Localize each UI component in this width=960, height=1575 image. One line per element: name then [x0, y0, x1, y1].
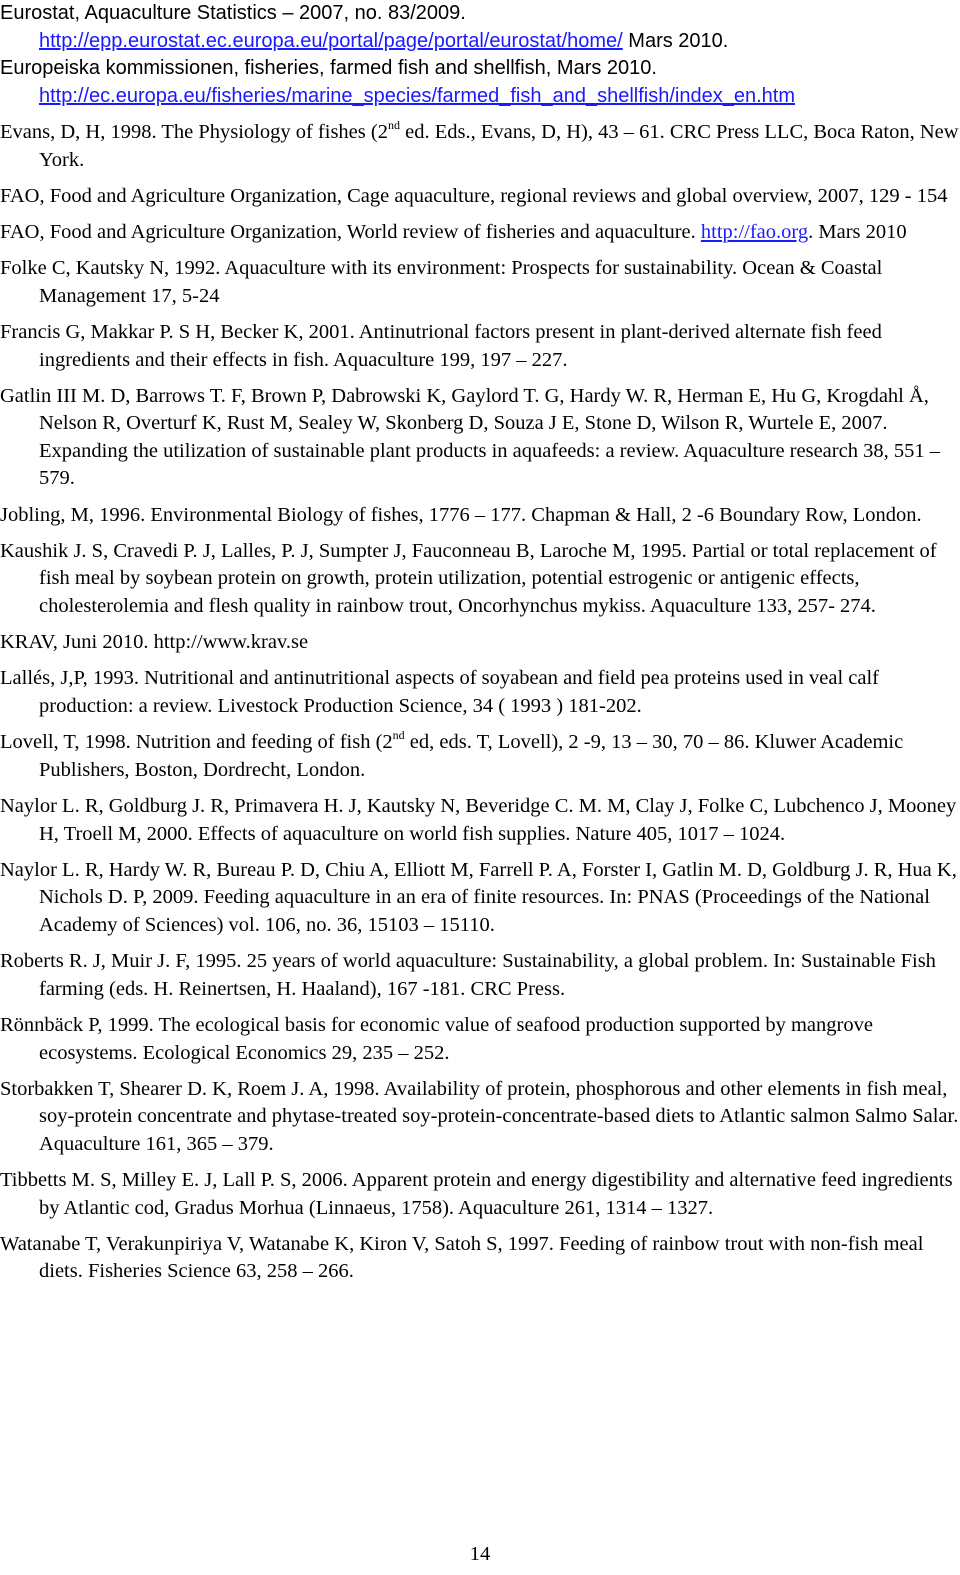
- reference-fao-cage: [0, 183, 960, 211]
- reference-fao-world: [0, 219, 960, 247]
- reference-text: Folke C, Kautsky N, 1992. Aquaculture with its environment: Prospects for sustainability. Ocean & Coastal Management 17, 5-24: [0, 257, 883, 307]
- reference-watanabe: [0, 1231, 960, 1286]
- reference-text: FAO, Food and Agriculture Organization, World review of fisheries and aquaculture.: [0, 220, 701, 243]
- reference-storbakken: [0, 1076, 960, 1159]
- reference-text: Roberts R. J, Muir J. F, 1995. 25 years of world aquaculture: Sustainability, a global problem. In: Sustainable Fish farming (eds. H. Reinertsen, H. Haaland), 167 -181. CRC Press.: [0, 950, 936, 1000]
- reference-text: Francis G, Makkar P. S H, Becker K, 2001. Antinutrional factors present in plant-derived alternate fish feed ingredients and their effects in fish. Aquaculture 199, 197 – 227.: [0, 320, 882, 371]
- reference-ronnback: [0, 1012, 960, 1067]
- reference-text: Lovell, T, 1998. Nutrition and feeding of fish (2: [0, 731, 393, 754]
- reference-lovell: [0, 729, 960, 784]
- reference-krav: [0, 629, 960, 657]
- reference-folke: [0, 255, 960, 310]
- reference-text: Gatlin III M. D, Barrows T. F, Brown P, Dabrowski K, Gaylord T. G, Hardy W. R, Herman E, Hu G, Krogdahl Å, Nelson R, Overturf K, Rust M, Sealey W, Skonberg D, Souza J E, Stone D, Wilson R, Wurtele E, 2007. Expanding the utilization of sustainable plant products in aquafeeds: a review. Aquaculture research 38, 551 – 579.: [0, 384, 940, 490]
- reference-europeiska: [0, 55, 960, 110]
- reference-text: Kaushik J. S, Cravedi P. J, Lalles, P. J, Sumpter J, Fauconneau B, Laroche M, 1995. Partial or total replacement of fish meal by soybean protein on growth, protein utilization, potential estrogenic or antigenic effects, cholesterolemia and flesh quality in rainbow trout, Oncorhynchus mykiss. Aquaculture 133, 257- 274.: [0, 539, 937, 618]
- reference-evans: [0, 119, 960, 174]
- reference-link[interactable]: http://ec.europa.eu/fisheries/marine_species/farmed_fish_and_shellfish/index_en.htm: [39, 84, 795, 107]
- reference-text: ed, eds. T, Lovell), 2 -9, 13 – 30, 70 – 86. Kluwer Academic Publishers, Boston, Dordrecht, London.: [39, 731, 904, 781]
- reference-gatlin: [0, 383, 960, 493]
- reference-text: Europeiska kommissionen, fisheries, farmed fish and shellfish, Mars 2010.: [0, 57, 657, 80]
- superscript-ordinal: nd: [392, 728, 405, 743]
- reference-text: Lallés, J,P, 1993. Nutritional and antinutritional aspects of soyabean and field pea proteins used in veal calf production: a review. Livestock Production Science, 34 ( 1993 ) 181-202.: [0, 667, 879, 717]
- reference-text: Eurostat, Aquaculture Statistics – 2007, no. 83/2009.: [0, 2, 466, 24]
- reference-naylor-2009: [0, 857, 960, 940]
- reference-francis: [0, 319, 960, 374]
- reference-link[interactable]: http://epp.eurostat.ec.europa.eu/portal/page/portal/eurostat/home/: [39, 29, 623, 52]
- reference-link[interactable]: http://fao.org: [700, 220, 809, 243]
- reference-lalles: [0, 665, 960, 720]
- reference-text: ed. Eds., Evans, D, H), 43 – 61. CRC Press LLC, Boca Raton, New York.: [39, 120, 959, 171]
- reference-naylor-2000: [0, 793, 960, 848]
- reference-text: Storbakken T, Shearer D. K, Roem J. A, 1998. Availability of protein, phosphorous and other elements in fish meal, soy-protein concentrate and phytase-treated soy-protein-concentrate-based diets to Atlantic salmon Salmo Salar. Aquaculture 161, 365 – 379.: [0, 1077, 959, 1155]
- reference-tibbetts: [0, 1167, 960, 1222]
- reference-text: Rönnbäck P, 1999. The ecological basis for economic value of seafood production supported by mangrove ecosystems. Ecological Economics 29, 235 – 252.: [0, 1013, 873, 1064]
- reference-eurostat: [0, 0, 960, 55]
- reference-jobling: [0, 502, 960, 530]
- reference-text: Naylor L. R, Goldburg J. R, Primavera H. J, Kautsky N, Beveridge C. M. M, Clay J, Folke C, Lubchenco J, Mooney H, Troell M, 2000. Effects of aquaculture on world fish supplies. Nature 405, 1017 – 1024.: [0, 794, 957, 845]
- reference-text: . Mars 2010: [808, 220, 907, 243]
- reference-text: Mars 2010.: [622, 29, 729, 52]
- reference-roberts: [0, 948, 960, 1003]
- reference-text: Evans, D, H, 1998. The Physiology of fishes (2: [0, 120, 388, 143]
- superscript-ordinal: nd: [387, 117, 400, 132]
- reference-text: Tibbetts M. S, Milley E. J, Lall P. S, 2006. Apparent protein and energy digestibility and alternative feed ingredients by Atlantic cod, Gradus Morhua (Linnaeus, 1758). Aquaculture 261, 1314 – 1327.: [0, 1169, 953, 1219]
- page-number: 14: [469, 1543, 491, 1565]
- reference-text: Naylor L. R, Hardy W. R, Bureau P. D, Chiu A, Elliott M, Farrell P. A, Forster I, Gatlin M. D, Goldburg J. R, Hua K, Nichols D. P, 2009. Feeding aquaculture in an era of finite resources. In: PNAS (Proceedings of the National Academy of Sciences) vol. 106, no. 36, 15103 – 15110.: [0, 858, 957, 936]
- reference-text: KRAV, Juni 2010. http://www.krav.se: [0, 631, 309, 654]
- reference-kaushik: [0, 538, 960, 621]
- reference-text: FAO, Food and Agriculture Organization, Cage aquaculture, regional reviews and global overview, 2007, 129 - 154: [0, 184, 948, 207]
- reference-text: Watanabe T, Verakunpiriya V, Watanabe K, Kiron V, Satoh S, 1997. Feeding of rainbow trout with non-fish meal diets. Fisheries Science 63, 258 – 266.: [0, 1232, 924, 1283]
- reference-text: Jobling, M, 1996. Environmental Biology of fishes, 1776 – 177. Chapman & Hall, 2 -6 Boundary Row, London.: [0, 503, 922, 526]
